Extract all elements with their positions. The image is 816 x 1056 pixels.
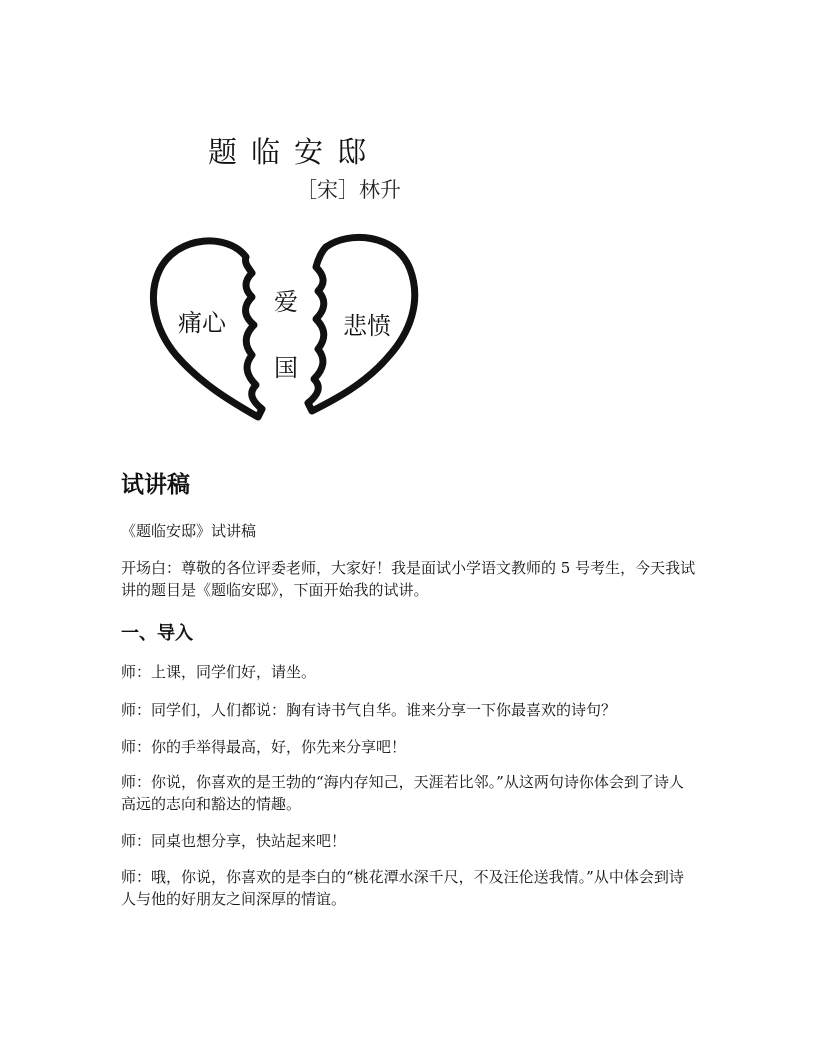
dialogue-line-1: 师：上课，同学们好，请坐。 <box>121 663 317 681</box>
dialogue-line-6: 师：哦，你说，你喜欢的是李白的“桃花潭水深千尺，不及汪伦送我情。”从中体会到诗人与他的好朋友之间深厚的情谊。 <box>121 868 684 908</box>
section-heading: 试讲稿 <box>121 472 190 498</box>
doc-subtitle: 《题临安邸》试讲稿 <box>121 522 257 540</box>
dialogue-line-2: 师：同学们，人们都说：胸有诗书气自华。谁来分享一下你最喜欢的诗句？ <box>121 701 617 719</box>
poem-author: ［宋］林升 <box>296 178 401 202</box>
dialogue-line-5: 师：同桌也想分享，快站起来吧！ <box>121 832 347 850</box>
heart-center-top-label: 爱 <box>274 288 298 316</box>
opening-paragraph: 开场白：尊敬的各位评委老师，大家好！我是面试小学语文教师的 5 号考生，今天我试讲的题目是《题临安邸》，下面开始我的试讲。 <box>121 559 696 599</box>
heart-center-bottom-label: 国 <box>274 354 298 382</box>
poem-title: 题临安邸 <box>208 135 381 169</box>
section-1-heading: 一、导入 <box>121 623 193 644</box>
heart-right-label: 悲愤 <box>343 312 391 340</box>
dialogue-line-4: 师：你说，你喜欢的是王勃的“海内存知己，天涯若比邻。”从这两句诗你体会到了诗人高远的志向和豁达的情趣。 <box>121 773 684 813</box>
dialogue-line-3: 师：你的手举得最高，好，你先来分享吧！ <box>121 738 407 756</box>
heart-left-label: 痛心 <box>178 309 226 337</box>
